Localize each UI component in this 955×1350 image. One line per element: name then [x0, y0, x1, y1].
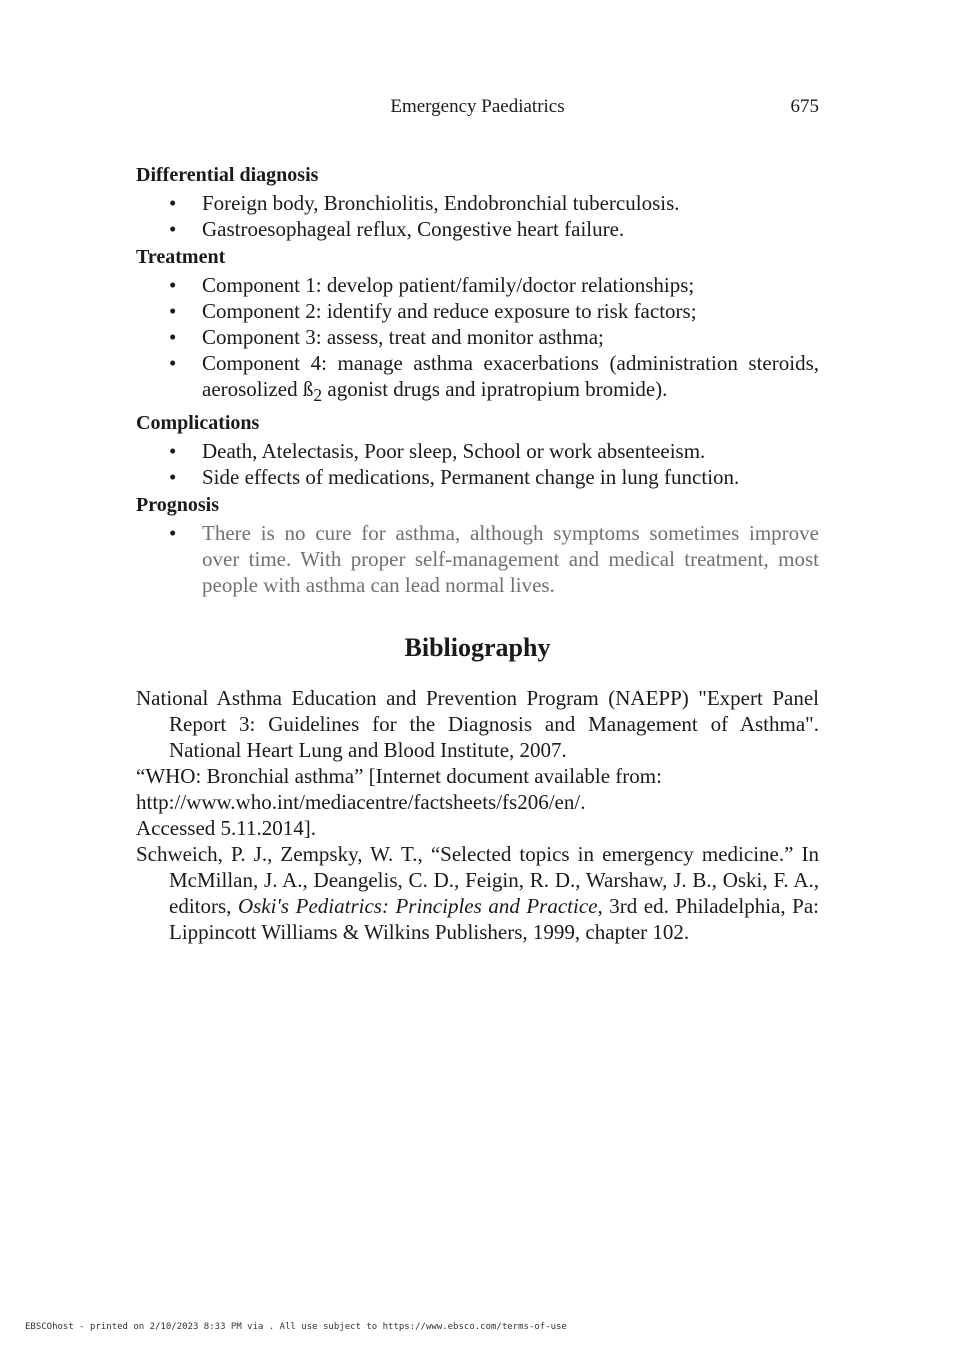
bullet-icon: •: [169, 351, 177, 375]
differential-diagnosis-heading: Differential diagnosis: [136, 164, 319, 186]
bullet-icon: •: [169, 273, 177, 297]
page-content: [136, 160, 819, 945]
reference-entry: “WHO: Bronchial asthma” [Internet document available from: http://www.who.int/mediacentre/factsheets/fs206/en/. Accessed 5.11.2014].: [136, 764, 662, 841]
bullet-icon: •: [169, 191, 177, 215]
list-item: • Side effects of medications, Permanent change in lung function.: [169, 465, 740, 490]
treatment-heading: Treatment: [136, 246, 226, 268]
running-title: Emergency Paediatrics: [390, 96, 565, 117]
complications-heading: Complications: [136, 412, 260, 435]
bibliography-heading: Bibliography: [404, 633, 551, 663]
bullet-icon: •: [169, 217, 177, 241]
list-item: • Death, Atelectasis, Poor sleep, School or work absenteeism.: [169, 439, 706, 464]
list-item: • Gastroesophageal reflux, Congestive heart failure.: [169, 217, 625, 241]
running-header: [136, 96, 819, 122]
treatment-list: [136, 272, 819, 408]
prognosis-heading: Prognosis: [136, 494, 219, 517]
bullet-icon: •: [169, 325, 177, 349]
page-number: 675: [790, 96, 819, 117]
list-item: • Component 4: manage asthma exacerbations (administration steroids, aerosolized $ß_2$ agonist drugs and ipratropium bromide).: [169, 351, 819, 406]
list-item: • Component 3: assess, treat and monitor asthma;: [169, 325, 604, 349]
list-item: • Foreign body, Bronchiolitis, Endobronchial tuberculosis.: [169, 191, 680, 215]
bullet-icon: •: [169, 439, 177, 464]
differential-diagnosis-list: [136, 190, 819, 242]
print-footer: EBSCOhost - printed on 2/10/2023 8:33 PM via . All use subject to https://www.ebsco.com/terms-of-use: [25, 1322, 567, 1332]
reference-entry: Schweich, P. J., Zempsky, W. T., “Selected topics in emergency medicine.” In McMillan, J. A., Deangelis, C. D., Feigin, R. D., Warshaw, J. B., Oski, F. A., editors, Oski's Pediatrics: Principles and Practice, 3rd ed. Philadelphia, Pa: Lippincott Williams & Wilkins Publishers, 1999, chapter 102.: [136, 842, 819, 945]
reference-entry: National Asthma Education and Prevention Program (NAEPP) "Expert Panel Report 3: Guidelines for the Diagnosis and Management of Asthma". National Heart Lung and Blood Institute, 2007.: [136, 686, 819, 763]
complications-list: [136, 438, 819, 490]
bullet-icon: •: [169, 299, 177, 323]
bibliography-list: [136, 685, 819, 945]
bullet-icon: •: [169, 465, 177, 490]
bullet-icon: •: [169, 521, 177, 546]
prognosis-list: [136, 520, 819, 598]
list-item: • Component 2: identify and reduce exposure to risk factors;: [169, 299, 697, 323]
list-item: • Component 1: develop patient/family/doctor relationships;: [169, 273, 695, 297]
list-item: • There is no cure for asthma, although symptoms sometimes improve over time. With proper self-management and medical treatment, most people with asthma can lead normal lives.: [169, 521, 819, 598]
